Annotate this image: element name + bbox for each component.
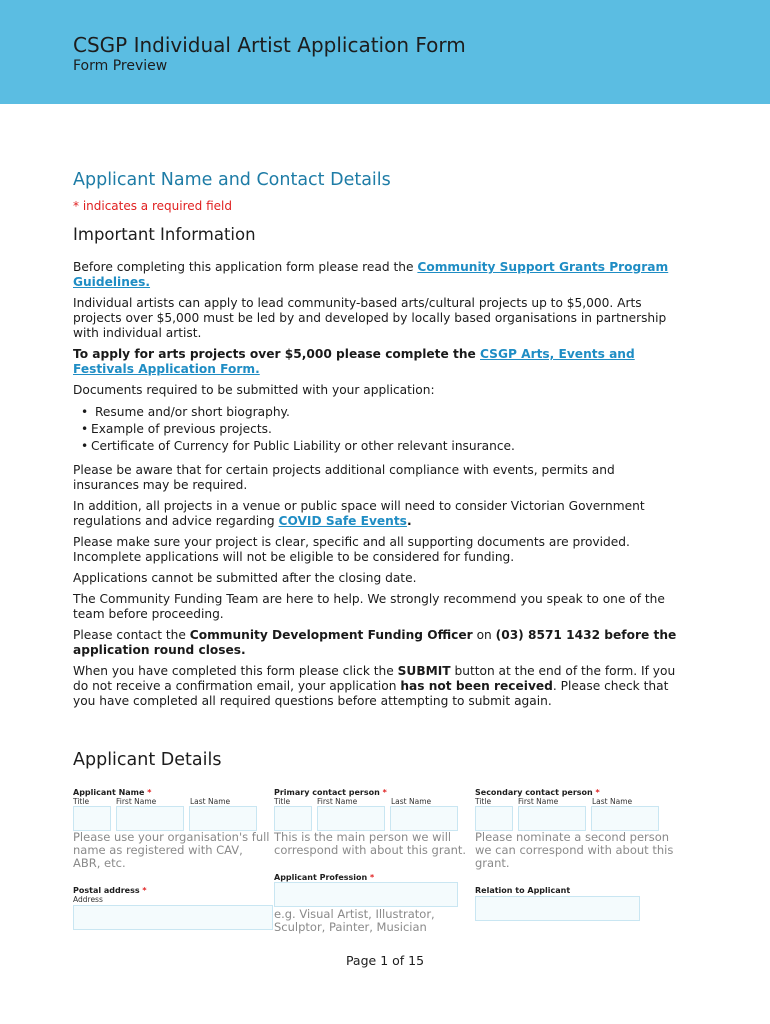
last-name-sublabel: Last Name bbox=[592, 797, 633, 806]
applicant-name-hint: Please use your organisation's full name as registered with CAV, ABR, etc. bbox=[73, 830, 270, 870]
postal-address-input[interactable] bbox=[73, 905, 273, 930]
guidelines-link[interactable]: Community Support Grants Program Guidelines. bbox=[73, 260, 669, 289]
address-sublabel: Address bbox=[73, 895, 103, 904]
primary-contact-hint: This is the main person we will correspond with about this grant. bbox=[274, 830, 467, 857]
form-subtitle: Form Preview bbox=[73, 58, 168, 74]
applicant-last-name-input[interactable] bbox=[189, 806, 257, 831]
secondary-first-name-input[interactable] bbox=[518, 806, 586, 831]
secondary-last-name-input[interactable] bbox=[591, 806, 659, 831]
applicant-name-group bbox=[73, 788, 273, 807]
list-item: • Certificate of Currency for Public Liability or other relevant insurance. bbox=[91, 438, 683, 455]
first-name-sublabel: First Name bbox=[317, 797, 358, 806]
secondary-title-input[interactable] bbox=[475, 806, 513, 831]
form-title: CSGP Individual Artist Application Form bbox=[73, 33, 466, 57]
required-field-note: * indicates a required field bbox=[73, 199, 232, 213]
last-name-sublabel: Last Name bbox=[190, 797, 231, 806]
covid-paragraph: In addition, all projects in a venue or public space will need to consider Victorian Government regulations and advice regarding COVID Safe Events. bbox=[73, 499, 645, 528]
eligibility-paragraph: Individual artists can apply to lead community-based arts/cultural projects up to $5,000. Arts projects over $5,000 must be led by and developed by locally based organisations in partnership with individual artist. bbox=[73, 296, 667, 340]
submit-paragraph: When you have completed this form please click the SUBMIT button at the end of the form. If you do not receive a confirmation email, your application has not been received. Please check that you have completed all required questions before attempting to submit again. bbox=[73, 664, 676, 708]
large-projects-paragraph: To apply for arts projects over $5,000 please complete the CSGP Arts, Events and Festivals Application Form. bbox=[73, 347, 635, 376]
profession-input[interactable] bbox=[274, 882, 458, 907]
applicant-details-heading: Applicant Details bbox=[73, 750, 222, 770]
closing-date-paragraph: Applications cannot be submitted after the closing date. bbox=[73, 571, 417, 585]
arts-events-form-link[interactable]: CSGP Arts, Events and Festivals Application Form. bbox=[73, 347, 635, 376]
documents-paragraph: Documents required to be submitted with your application: bbox=[73, 383, 435, 397]
first-name-sublabel: First Name bbox=[116, 797, 157, 806]
help-paragraph: The Community Funding Team are here to help. We strongly recommend you speak to one of the team before proceeding. bbox=[73, 592, 665, 621]
clarity-paragraph: Please make sure your project is clear, specific and all supporting documents are provided. Incomplete applications will not be eligible to be considered for funding. bbox=[73, 535, 630, 564]
compliance-paragraph: Please be aware that for certain projects additional compliance with events, permits and insurances may be required. bbox=[73, 463, 615, 492]
first-name-sublabel: First Name bbox=[518, 797, 559, 806]
last-name-sublabel: Last Name bbox=[391, 797, 432, 806]
title-sublabel: Title bbox=[475, 797, 492, 806]
applicant-title-input[interactable] bbox=[73, 806, 111, 831]
primary-title-input[interactable] bbox=[274, 806, 312, 831]
applicant-name-label: Applicant Name * bbox=[73, 788, 152, 797]
main-content bbox=[73, 170, 683, 715]
postal-address-group bbox=[73, 886, 273, 905]
profession-group bbox=[274, 873, 474, 882]
list-item: • Resume and/or short biography. bbox=[91, 404, 683, 421]
relation-input[interactable] bbox=[475, 896, 640, 921]
important-info-body bbox=[73, 260, 683, 709]
profession-label: Applicant Profession * bbox=[274, 873, 375, 882]
profession-hint: e.g. Visual Artist, Illustrator, Sculptor, Painter, Musician bbox=[274, 907, 435, 934]
applicant-first-name-input[interactable] bbox=[116, 806, 184, 831]
secondary-contact-group bbox=[475, 788, 685, 807]
primary-first-name-input[interactable] bbox=[317, 806, 385, 831]
contact-paragraph: Please contact the Community Development Funding Officer on (03) 8571 1432 before the application round closes. bbox=[73, 628, 677, 657]
secondary-contact-label: Secondary contact person * bbox=[475, 788, 600, 797]
title-sublabel: Title bbox=[274, 797, 291, 806]
primary-contact-group bbox=[274, 788, 474, 807]
list-item: • Example of previous projects. bbox=[91, 421, 683, 438]
covid-safe-events-link[interactable]: COVID Safe Events bbox=[278, 514, 407, 528]
guidelines-paragraph: Before completing this application form please read the Community Support Grants Program Guidelines. bbox=[73, 260, 669, 289]
primary-last-name-input[interactable] bbox=[390, 806, 458, 831]
secondary-contact-hint: Please nominate a second person we can correspond with about this grant. bbox=[475, 830, 674, 870]
documents-list bbox=[73, 404, 683, 455]
relation-group bbox=[475, 886, 675, 895]
page-indicator: Page 1 of 15 bbox=[345, 953, 425, 968]
title-sublabel: Title bbox=[73, 797, 90, 806]
form-header bbox=[0, 0, 770, 104]
important-info-heading: Important Information bbox=[73, 225, 256, 244]
relation-label: Relation to Applicant bbox=[475, 886, 571, 895]
postal-address-label: Postal address * bbox=[73, 886, 147, 895]
primary-contact-label: Primary contact person * bbox=[274, 788, 387, 797]
section-title: Applicant Name and Contact Details bbox=[73, 170, 391, 190]
